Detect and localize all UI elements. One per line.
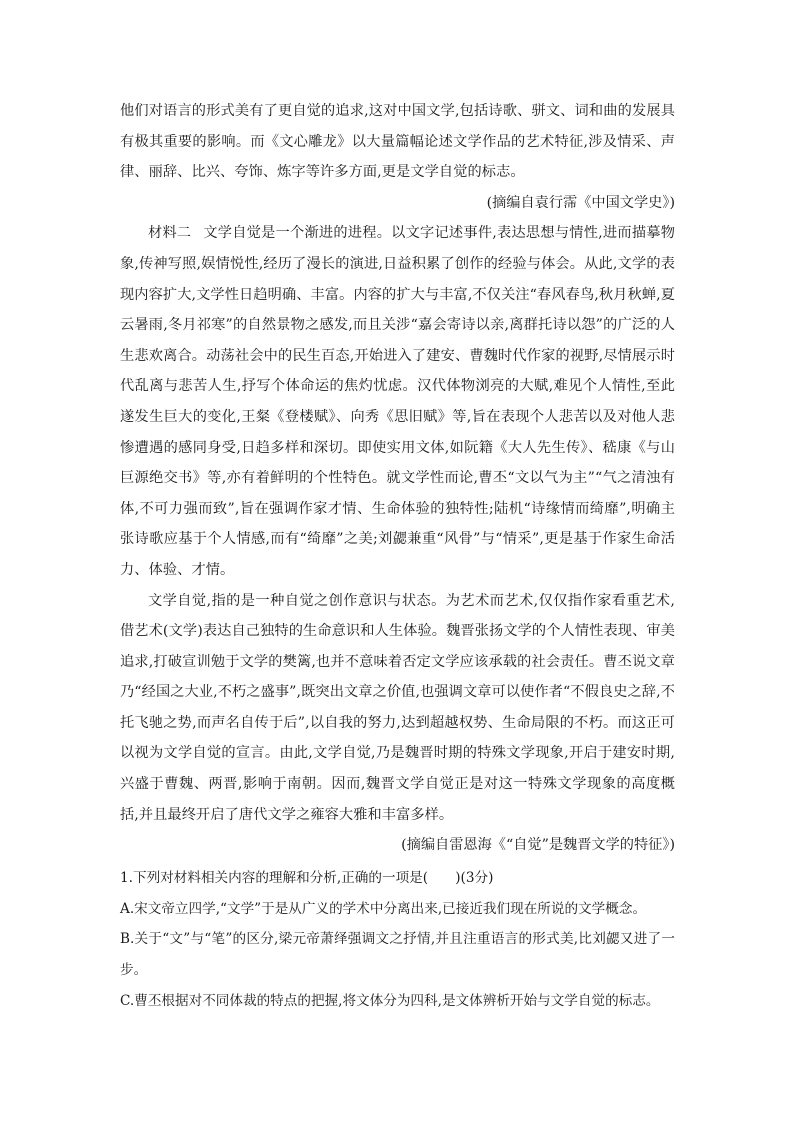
paragraph-material-two — [120, 218, 675, 585]
option-a: A.宋文帝立四学,“文学”于是从广义的学术中分离出来,已接近我们现在所说的文学概念。 — [120, 900, 647, 917]
document-content — [120, 96, 675, 1017]
question-one — [120, 863, 675, 1017]
paragraph-literary-consciousness: 文学自觉,指的是一种自觉之创作意识与状态。为艺术而艺术,仅仅指作家看重艺术,借艺术(文学)表达自己独特的生命意识和人生体验。魏晋张扬文学的个人情性表现、审美追求,打破宣训勉于文学的樊篱,也并不意味着否定文学应该承载的社会责任。曹丕说文章乃“经国之大业,不朽之盛事”,既突出文章之价值,也强调文章可以使作者“不假良史之辞,不托飞驰之势,而声名自传于后”,以自我的努力,达到超越权势、生命局限的不朽。而这正可以视为文学自觉的宣言。由此,文学自觉,乃是魏晋时期的特殊文学现象,开启于建安时期,兴盛于曹魏、两晋,影响于南朝。因而,魏晋文学自觉正是对这一特殊文学现象的高度概括,并且最终开启了唐代文学之雍容大雅和丰富多样。 — [120, 592, 675, 823]
material-two-label: 材料二 — [148, 225, 192, 242]
source-citation-one: (摘编自袁行霈《中国文学史》) — [486, 194, 675, 211]
material-two-text: 文学自觉是一个渐进的进程。以文字记述事件,表达思想与情性,进而描摹物象,传神写照,娱情悦性,经历了漫长的演进,日益积累了创作的经验与体会。从此,文学的表现内容扩大,文学性日趋明确、丰富。内容的扩大与丰富,不仅关注“春风春鸟,秋月秋蝉,夏云暑雨,冬月祁寒”的自然景物之感发,而且关涉“嘉会寄诗以亲,离群托诗以怨”的广泛的人生悲欢离合。动荡社会中的民生百态,开始进入了建安、曹魏时代作家的视野,尽情展示时代乱离与悲苦人生,抒写个体命运的焦灼忧虑。汉代体物浏亮的大赋,难见个人情性,至此遂发生巨大的变化,王粲《登楼赋》、向秀《思旧赋》等,旨在表现个人悲苦以及对他人悲惨遭遇的感同身受,日趋多样和深切。即使实用文体,如阮籍《大人先生传》、嵇康《与山巨源绝交书》等,亦有着鲜明的个性特色。就文学性而论,曹丕“文以气为主”“气之清浊有体,不可力强而致”,旨在强调作家才情、生命体验的独特性;陆机“诗缘情而绮靡”,明确主张诗歌应基于个人情感,而有“绮靡”之美;刘勰兼重“风骨”与“情采”,更是基于作家生命活力、体验、才情。 — [120, 225, 675, 578]
question-stem: 1.下列对材料相关内容的理解和分析,正确的一项是( )(3分) — [120, 869, 494, 886]
option-c: C.曹丕根据对不同体裁的特点的把握,将文体分为四科,是文体辨析开始与文学自觉的标志。 — [120, 993, 660, 1010]
paragraph-material-one-end: 他们对语言的形式美有了更自觉的追求,这对中国文学,包括诗歌、骈文、词和曲的发展具有极其重要的影响。而《文心雕龙》以大量篇幅论述文学作品的艺术特征,涉及情采、声律、丽辞、比兴、夸饰、炼字等许多方面,更是文学自觉的标志。 — [120, 103, 675, 181]
option-b: B.关于“文”与“笔”的区分,梁元帝萧绎强调文之抒情,并且注重语言的形式美,比刘勰又进了一步。 — [120, 931, 675, 979]
source-citation-two: (摘编自雷恩海《“自觉”是魏晋文学的特征》) — [401, 837, 675, 854]
